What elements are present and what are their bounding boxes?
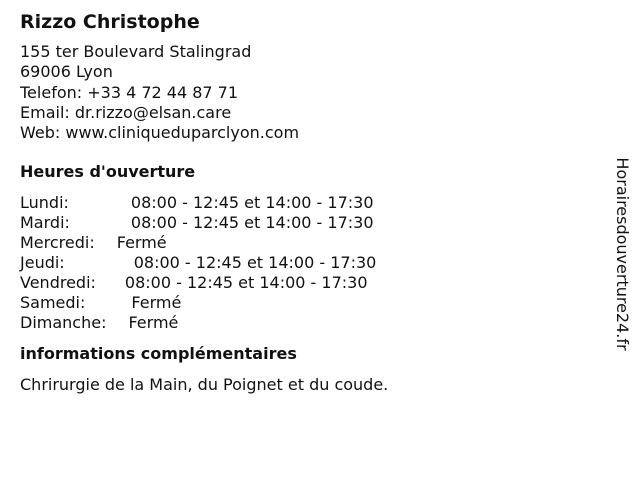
opening-hours-list — [20, 193, 600, 333]
day-label: Mercredi: — [20, 233, 95, 253]
day-hours: Fermé — [116, 233, 167, 253]
day-hours: 08:00 - 12:45 et 14:00 - 17:30 — [124, 273, 368, 293]
day-hours: Fermé — [131, 293, 182, 313]
site-watermark: Horairesdouverture24.fr — [613, 157, 632, 351]
city-address: 69006 Lyon — [20, 62, 113, 82]
day-label: Dimanche: — [20, 313, 107, 333]
day-hours: 08:00 - 12:45 et 14:00 - 17:30 — [130, 213, 374, 233]
email-address: Email: dr.rizzo@elsan.care — [20, 102, 232, 122]
hours-row-friday — [20, 273, 600, 293]
website-address: Web: www.cliniqueduparclyon.com — [20, 123, 300, 143]
hours-row-thursday — [20, 253, 600, 273]
hours-row-sunday — [20, 313, 600, 333]
opening-hours-heading: Heures d'ouverture — [20, 162, 196, 182]
doctor-card — [20, 0, 600, 395]
additional-info-text: Chrirurgie de la Main, du Poignet et du coude. — [20, 375, 389, 395]
hours-row-saturday — [20, 293, 600, 313]
hours-row-wednesday — [20, 233, 600, 253]
doctor-name: Rizzo Christophe — [20, 11, 200, 33]
phone-number: Telefon: +33 4 72 44 87 71 — [20, 82, 239, 102]
day-hours: 08:00 - 12:45 et 14:00 - 17:30 — [133, 253, 377, 273]
day-label: Vendredi: — [20, 273, 96, 293]
additional-info-heading: informations complémentaires — [20, 344, 297, 364]
day-label: Jeudi: — [20, 253, 65, 273]
street-address: 155 ter Boulevard Stalingrad — [20, 42, 252, 61]
hours-row-tuesday — [20, 213, 600, 233]
day-label: Samedi: — [20, 293, 86, 313]
day-label: Lundi: — [20, 193, 69, 213]
day-hours: Fermé — [128, 313, 179, 333]
hours-row-monday — [20, 193, 600, 213]
contact-block — [20, 42, 600, 143]
day-label: Mardi: — [20, 213, 70, 233]
day-hours: 08:00 - 12:45 et 14:00 - 17:30 — [130, 193, 374, 213]
